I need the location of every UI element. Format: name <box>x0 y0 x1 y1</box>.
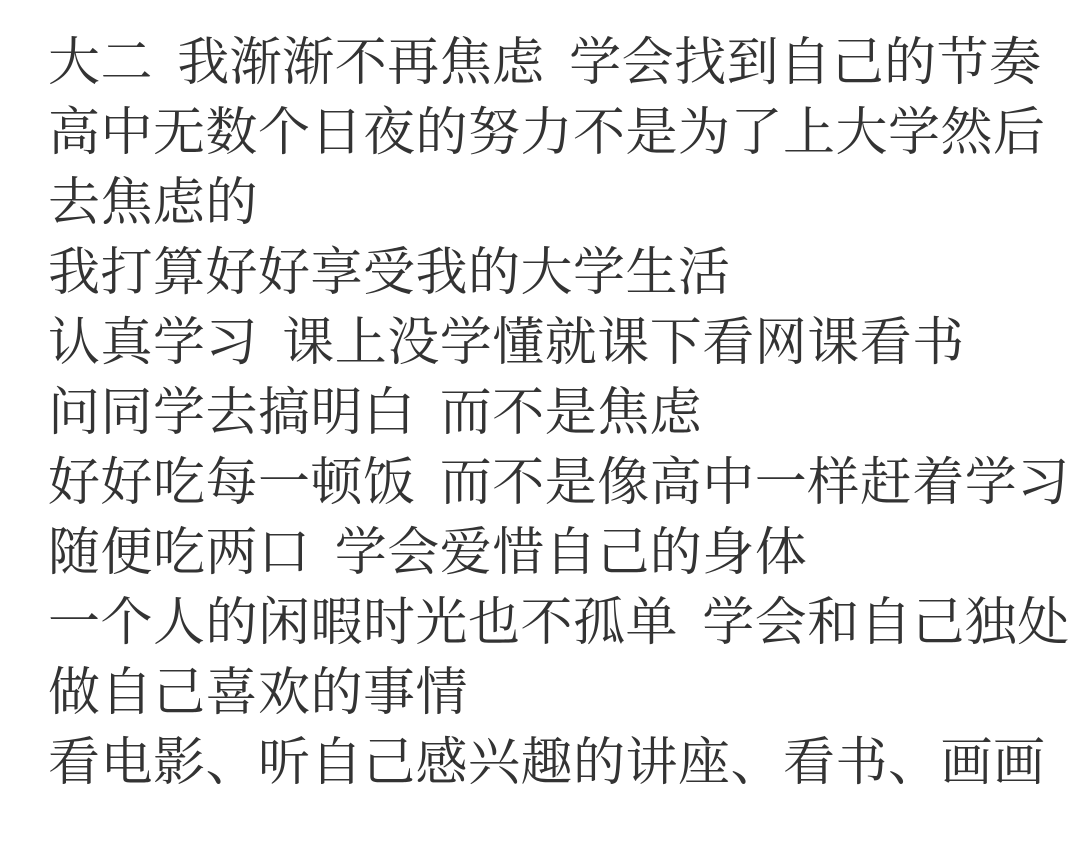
text-line-11: 看电影、听自己感兴趣的讲座、看书、画画 <box>48 734 1046 792</box>
text-line-5: 认真学习 课上没学懂就课下看网课看书 <box>48 314 965 372</box>
text-line-3: 去焦虑的 <box>48 174 259 232</box>
text-line-10: 做自己喜欢的事情 <box>48 664 469 722</box>
text-line-8: 随便吃两口 学会爱惜自己的身体 <box>48 524 808 582</box>
text-line-9: 一个人的闲暇时光也不孤单 学会和自己独处 <box>48 594 1070 652</box>
text-line-1: 大二 我渐渐不再焦虑 学会找到自己的节奏 <box>48 34 1042 92</box>
text-line-2: 高中无数个日夜的努力不是为了上大学然后 <box>48 104 1046 162</box>
text-line-4: 我打算好好享受我的大学生活 <box>48 244 731 302</box>
text-line-6: 问同学去搞明白 而不是焦虑 <box>48 384 703 442</box>
text-line-7: 好好吃每一顿饭 而不是像高中一样赶着学习 <box>48 454 1070 512</box>
